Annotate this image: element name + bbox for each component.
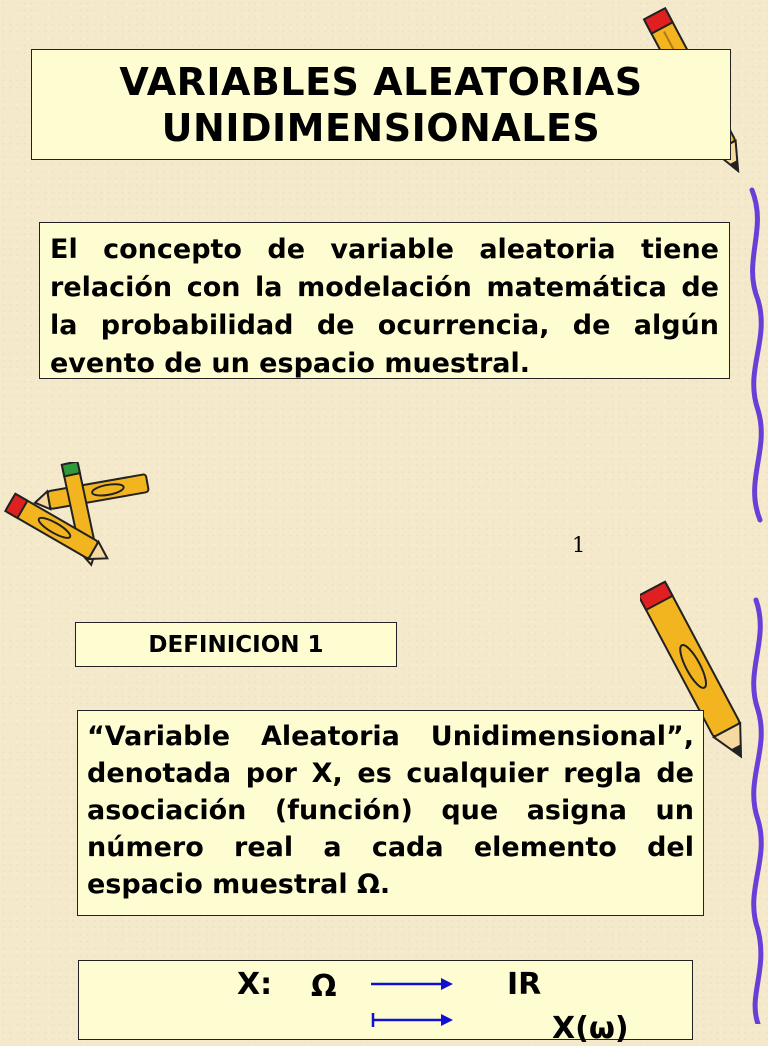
mapping-box (78, 960, 693, 1046)
title-line-2: UNIDIMENSIONALES (161, 105, 601, 150)
mapping-domain-symbol: Ω (311, 969, 337, 1004)
maps-to-arrow-icon (371, 1009, 453, 1033)
title-line-1: VARIABLES ALEATORIAS (119, 59, 643, 104)
definition-text-box (77, 710, 704, 916)
intro-paragraph-box (39, 222, 730, 379)
definition-label-box (75, 622, 397, 667)
page-number: 1 (572, 533, 586, 557)
crossed-pencils-icon (0, 462, 160, 574)
mapping-image: X(ω) (552, 1011, 629, 1046)
intro-paragraph: El concepto de variable aleatoria tiene relación con la modelación matemática de la probabilidad de ocurrencia, de algún evento de un espacio muestral. (50, 234, 719, 379)
definition-text: “Variable Aleatoria Unidimensional”, denotada por X, es cualquier regla de asociación (función) que asigna un número real a cada elemento del espacio muestral Ω. (87, 721, 694, 900)
arrow-right-icon (371, 977, 453, 991)
title-box (31, 49, 731, 160)
page-title (119, 59, 642, 151)
mapping-x-label: X: (237, 967, 273, 1002)
mapping-codomain: IR (507, 967, 542, 1002)
definition-label: DEFINICION 1 (148, 631, 324, 658)
